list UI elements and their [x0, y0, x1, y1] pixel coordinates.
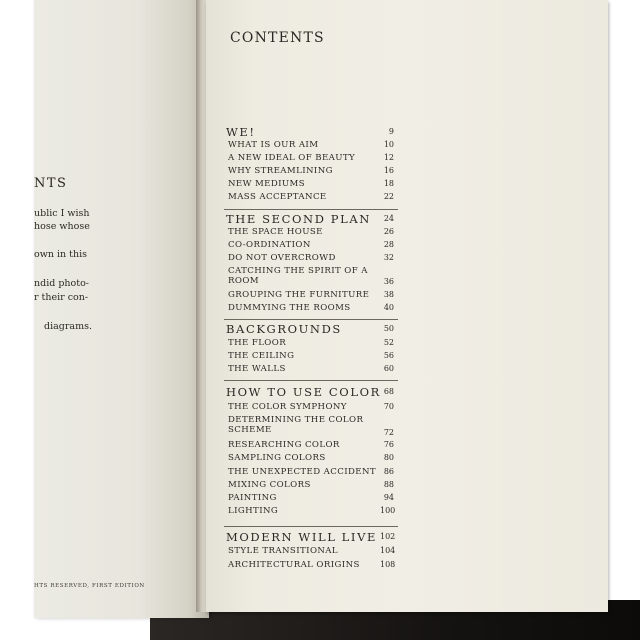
- contents-title: CONTENTS: [230, 30, 325, 46]
- toc-section-title: THE SECOND PLAN: [226, 212, 371, 226]
- toc-item-label: LIGHTING: [228, 506, 279, 516]
- toc-item-label: STYLE TRANSITIONAL: [228, 546, 339, 556]
- toc-item-page: 22: [383, 192, 394, 201]
- toc-item-label: CATCHING THE SPIRIT OF A ROOM: [228, 266, 368, 286]
- toc-item-label: RESEARCHING COLOR: [228, 440, 340, 450]
- left-page-text-fragment: ndid photo-: [34, 278, 90, 289]
- toc-item-page: 18: [383, 179, 394, 188]
- toc-item-page: 88: [383, 480, 394, 489]
- toc-item-page: 104: [380, 546, 396, 555]
- toc-section-title: MODERN WILL LIVE: [226, 530, 377, 544]
- toc-item-page: 36: [383, 277, 394, 286]
- toc-item-page: 56: [383, 351, 394, 360]
- toc-item-page: 94: [383, 493, 394, 502]
- toc-item-label: ARCHITECTURAL ORIGINS: [228, 560, 360, 570]
- toc-item-label: DO NOT OVERCROWD: [228, 253, 336, 263]
- toc-item-page: 70: [383, 402, 394, 411]
- toc-section-title: HOW TO USE COLOR: [226, 385, 381, 399]
- toc-item-page: 26: [383, 227, 394, 236]
- toc-section-page: 68: [383, 387, 394, 396]
- left-page-heading-fragment: NTS: [34, 176, 68, 191]
- toc-item-page: 16: [383, 166, 394, 175]
- toc-item-label: THE FLOOR: [228, 338, 287, 348]
- toc-item-page: 52: [383, 338, 394, 347]
- toc-item-label: PAINTING: [228, 493, 277, 503]
- left-page-text-fragment: hose whose: [34, 221, 90, 232]
- section-divider: [224, 209, 398, 210]
- toc-item-page: 40: [383, 303, 394, 312]
- left-page-footer: HTS RESERVED, FIRST EDITION: [34, 583, 145, 589]
- toc-section-title: BACKGROUNDS: [226, 322, 342, 336]
- left-page-text-fragment: own in this: [34, 249, 88, 260]
- toc-item-label: THE CEILING: [228, 351, 295, 361]
- section-divider: [224, 319, 398, 320]
- toc-item-label: DETERMINING THE COLOR SCHEME: [228, 415, 364, 435]
- toc-item-label: MIXING COLORS: [228, 480, 311, 490]
- toc-item-label: DUMMYING THE ROOMS: [228, 303, 351, 313]
- toc-item-page: 38: [383, 290, 394, 299]
- toc-section-page: 102: [380, 532, 396, 541]
- toc-item-label: NEW MEDIUMS: [228, 179, 306, 189]
- toc-item-page: 80: [383, 453, 394, 462]
- toc-item-page: 10: [383, 140, 394, 149]
- toc-item-label: A NEW IDEAL OF BEAUTY: [228, 153, 356, 163]
- section-divider: [224, 380, 398, 381]
- toc-item-label: THE SPACE HOUSE: [228, 227, 323, 237]
- left-page-text-fragment: diagrams.: [44, 321, 92, 332]
- section-divider: [224, 526, 398, 527]
- toc-section-page: 9: [388, 127, 394, 136]
- toc-item-label: CO-ORDINATION: [228, 240, 311, 250]
- toc-item-page: 100: [380, 506, 396, 515]
- toc-section-page: 24: [383, 214, 394, 223]
- left-page-text-fragment: r their con-: [34, 292, 89, 303]
- toc-item-label: MASS ACCEPTANCE: [228, 192, 327, 202]
- left-page-text-fragment: ublic I wish: [34, 208, 90, 219]
- toc-item-page: 12: [383, 153, 394, 162]
- toc-item-page: 108: [380, 560, 396, 569]
- toc-item-page: 60: [383, 364, 394, 373]
- toc-item-page: 76: [383, 440, 394, 449]
- toc-item-page: 72: [383, 428, 394, 437]
- toc-section-title: WE!: [226, 125, 256, 139]
- toc-item-page: 32: [383, 253, 394, 262]
- toc-item-label: SAMPLING COLORS: [228, 453, 326, 463]
- toc-item-label: WHAT IS OUR AIM: [228, 140, 319, 150]
- toc-item-page: 28: [383, 240, 394, 249]
- toc-item-label: THE COLOR SYMPHONY: [228, 402, 347, 412]
- toc-item-page: 86: [383, 467, 394, 476]
- toc-section-page: 50: [383, 324, 394, 333]
- toc-item-label: THE WALLS: [228, 364, 286, 374]
- toc-item-label: THE UNEXPECTED ACCIDENT: [228, 467, 377, 477]
- toc-item-label: WHY STREAMLINING: [228, 166, 333, 176]
- toc-item-label: GROUPING THE FURNITURE: [228, 290, 370, 300]
